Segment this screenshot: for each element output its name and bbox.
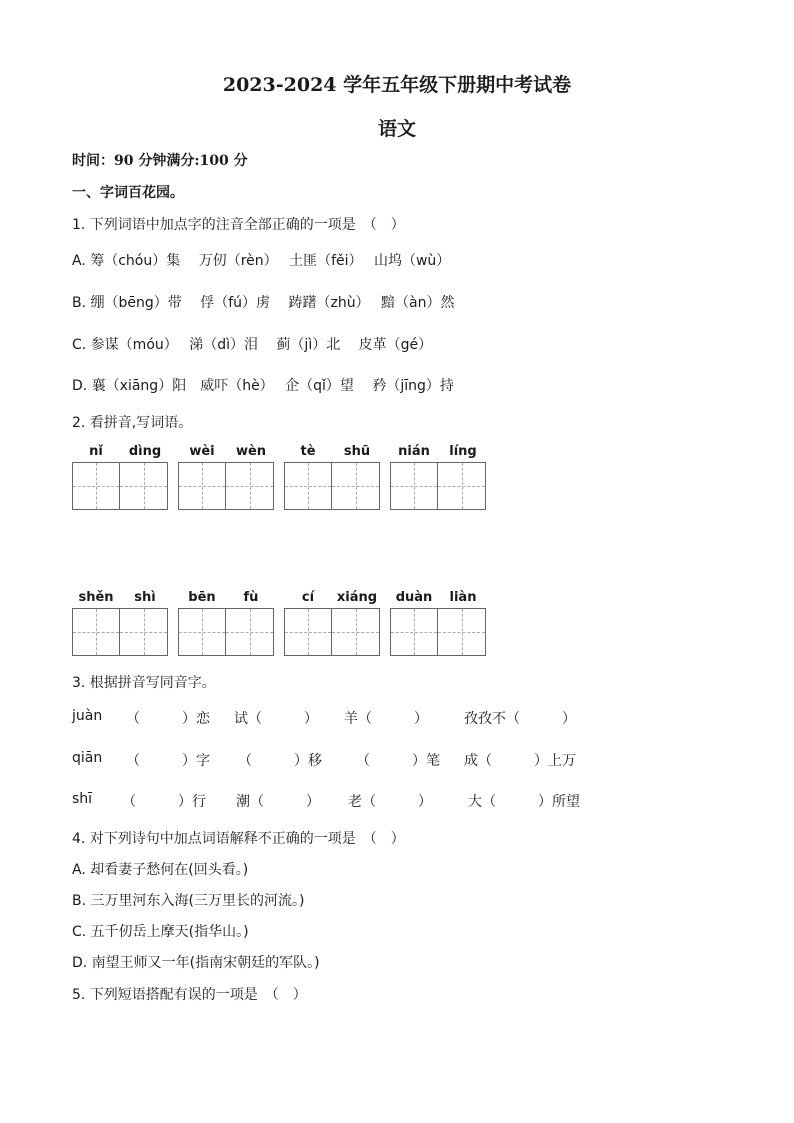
writing-grid[interactable] xyxy=(284,462,380,510)
q4-option-a: A. 却看妻子愁何在(回头看。) xyxy=(72,862,249,878)
writing-cell[interactable] xyxy=(120,462,168,510)
q3-pinyin: qiān xyxy=(72,750,103,766)
q3-blank[interactable]: （ ）笔 xyxy=(356,753,440,769)
time-info: 时间：90 分钟满分:100 分 xyxy=(72,153,248,169)
q1-option-b: B. 绷（bēng）带 俘（fú）虏 踌躇（zhù） 黯（àn）然 xyxy=(72,295,455,311)
writing-cell[interactable] xyxy=(226,608,274,656)
pinyin-label: líng xyxy=(449,444,477,459)
writing-cell[interactable] xyxy=(226,462,274,510)
q5-stem: 5. 下列短语搭配有误的一项是 （ ） xyxy=(72,987,307,1003)
q3-blank[interactable]: 试（ ） xyxy=(234,711,318,727)
writing-cell[interactable] xyxy=(284,608,332,656)
q2-stem: 2. 看拼音,写词语。 xyxy=(72,415,193,431)
exam-title: 2023-2024 学年五年级下册期中考试卷 xyxy=(222,74,572,96)
q1-option-a: A. 筹（chóu）集 万仞（rèn） 土匪（fěi） 山坞（wù） xyxy=(72,253,451,269)
writing-cell[interactable] xyxy=(438,608,486,656)
writing-cell[interactable] xyxy=(178,608,226,656)
pinyin-label: wèn xyxy=(235,444,267,459)
writing-cell[interactable] xyxy=(390,462,438,510)
q3-blank[interactable]: 孜孜不（ ） xyxy=(464,711,576,727)
pinyin-label: duàn xyxy=(395,590,433,605)
pinyin-label: nián xyxy=(398,444,430,459)
writing-cell[interactable] xyxy=(332,462,380,510)
pinyin-label: fù xyxy=(243,590,259,605)
pinyin-label: cí xyxy=(301,590,315,605)
q3-blank[interactable]: 潮（ ） xyxy=(236,794,320,810)
writing-cell[interactable] xyxy=(178,462,226,510)
q3-blank[interactable]: 羊（ ） xyxy=(344,711,428,727)
writing-grid[interactable] xyxy=(178,462,274,510)
q3-blank[interactable]: 成（ ）上万 xyxy=(464,753,576,769)
writing-cell[interactable] xyxy=(332,608,380,656)
q3-stem: 3. 根据拼音写同音字。 xyxy=(72,675,216,691)
q3-pinyin: juàn xyxy=(72,708,103,724)
writing-cell[interactable] xyxy=(284,462,332,510)
q4-option-b: B. 三万里河东入海(三万里长的河流。) xyxy=(72,893,305,909)
pinyin-label: liàn xyxy=(449,590,477,605)
q1-option-d: D. 襄（xiāng）阳 威吓（hè） 企（qǐ）望 矜（jīng）持 xyxy=(72,378,454,394)
writing-cell[interactable] xyxy=(72,608,120,656)
pinyin-label: tè xyxy=(300,444,316,459)
pinyin-label: dìng xyxy=(128,444,162,459)
pinyin-label: xiáng xyxy=(336,590,378,605)
writing-cell[interactable] xyxy=(438,462,486,510)
q3-blank[interactable]: （ ）行 xyxy=(122,794,206,810)
writing-grid[interactable] xyxy=(178,608,274,656)
q3-blank[interactable]: （ ）移 xyxy=(238,753,322,769)
pinyin-label: nǐ xyxy=(89,444,103,459)
q3-blank[interactable]: 老（ ） xyxy=(348,794,432,810)
writing-cell[interactable] xyxy=(390,608,438,656)
q1-option-c: C. 参谋（móu） 涕（dì）泪 蓟（jì）北 皮革（gé） xyxy=(72,337,433,353)
q3-blank[interactable]: 大（ ）所望 xyxy=(468,794,580,810)
writing-grid[interactable] xyxy=(284,608,380,656)
q3-blank[interactable]: （ ）恋 xyxy=(126,711,210,727)
subject-title: 语文 xyxy=(377,118,416,140)
pinyin-label: shū xyxy=(343,444,371,459)
pinyin-label: bēn xyxy=(188,590,216,605)
pinyin-label: shěn xyxy=(78,590,114,605)
q4-option-c: C. 五千仞岳上摩天(指华山。) xyxy=(72,924,249,940)
pinyin-label: wèi xyxy=(189,444,215,459)
writing-cell[interactable] xyxy=(120,608,168,656)
q4-option-d: D. 南望王师又一年(指南宋朝廷的军队。) xyxy=(72,955,320,971)
q1-stem: 1. 下列词语中加点字的注音全部正确的一项是 （ ） xyxy=(72,217,405,233)
writing-grid[interactable] xyxy=(72,462,168,510)
pinyin-label: shì xyxy=(134,590,156,605)
q3-blank[interactable]: （ ）字 xyxy=(126,753,210,769)
writing-cell[interactable] xyxy=(72,462,120,510)
q3-pinyin: shī xyxy=(72,791,93,807)
section-heading: 一、字词百花园。 xyxy=(72,185,184,201)
writing-grid[interactable] xyxy=(390,462,486,510)
writing-grid[interactable] xyxy=(72,608,168,656)
q4-stem: 4. 对下列诗句中加点词语解释不正确的一项是 （ ） xyxy=(72,831,405,847)
writing-grid[interactable] xyxy=(390,608,486,656)
